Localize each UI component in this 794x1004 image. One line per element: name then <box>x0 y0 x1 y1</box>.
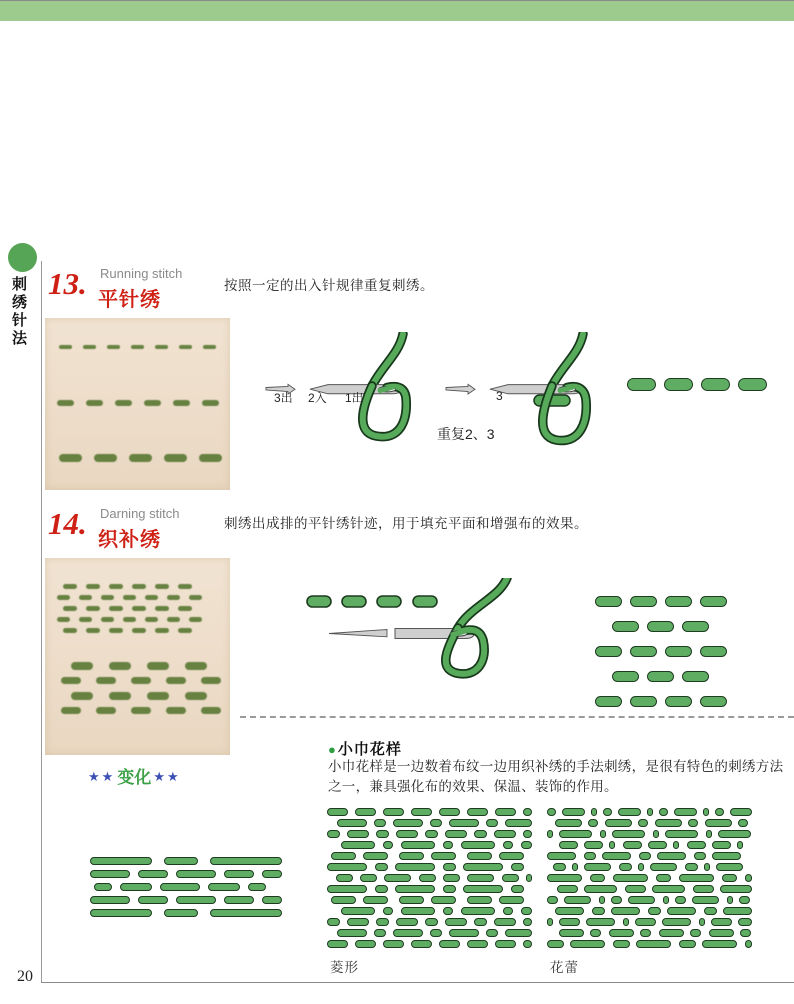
label-3-out: 3出 <box>274 391 293 405</box>
stitch-dash <box>341 841 375 849</box>
stitch-dash <box>443 863 456 871</box>
stitch-dash <box>467 808 488 816</box>
stitch-dash <box>393 819 423 827</box>
variation-label: 变化 <box>117 768 152 787</box>
stitch-dash <box>494 918 516 926</box>
stitch-dash <box>639 852 651 860</box>
stitch-dash <box>431 896 456 904</box>
stitch-dash <box>445 830 467 838</box>
stitch-dash <box>355 808 376 816</box>
stitch-dash <box>718 830 751 838</box>
stitch-dash <box>327 808 348 816</box>
stitch-dash <box>592 907 605 915</box>
stitch-dash <box>559 929 584 937</box>
stitch-dash <box>375 863 388 871</box>
footer-rule <box>41 982 794 983</box>
stitch-dash <box>555 819 582 827</box>
stitch-dash <box>727 896 733 904</box>
stitch-dash <box>572 863 578 871</box>
stitch-dash <box>505 929 532 937</box>
stitch-dash <box>619 863 632 871</box>
stitch-dash <box>461 841 495 849</box>
stitch-dash <box>376 918 389 926</box>
stitch-dash <box>611 907 640 915</box>
dashed-separator <box>240 716 794 718</box>
photo-darning-stitch <box>45 558 230 755</box>
stitch-dash <box>439 808 460 816</box>
stitch-dash <box>584 841 603 849</box>
stitch-dash <box>659 808 668 816</box>
stitch-dash <box>613 940 630 948</box>
stitch-dash <box>523 830 532 838</box>
stitch-dash <box>699 918 705 926</box>
stitch-dash <box>401 841 435 849</box>
stitch-dash <box>700 696 727 707</box>
stitch-dash <box>396 918 418 926</box>
stitch-dash <box>745 874 752 882</box>
stitch-dash <box>395 885 435 893</box>
stitch-dash <box>327 940 348 948</box>
stitch-dash <box>647 671 674 682</box>
stitch-dash <box>623 841 642 849</box>
stitch-dash <box>138 896 168 904</box>
stitch-dash <box>628 896 655 904</box>
stitch-dash <box>327 863 367 871</box>
section14-description: 刺绣出成排的平针绣针迹，用于填充平面和增强布的效果。 <box>224 516 588 531</box>
stitch-dash <box>327 830 340 838</box>
stitch-dash <box>425 830 438 838</box>
stitch-dash <box>674 808 697 816</box>
stitch-dash <box>138 870 168 878</box>
stitch-dash <box>650 863 677 871</box>
stitch-dash <box>559 830 592 838</box>
stitch-dash <box>411 808 432 816</box>
stitch-dash <box>90 909 152 917</box>
stitch-dash <box>419 874 436 882</box>
stitch-dash <box>692 896 719 904</box>
stitch-dash <box>164 909 198 917</box>
stitch-dash <box>547 896 558 904</box>
stitch-dash <box>393 929 423 937</box>
stitch-dash <box>656 874 671 882</box>
stitch-dash <box>523 940 532 948</box>
stitch-dash <box>526 874 532 882</box>
stitch-row <box>307 596 437 607</box>
stitch-dash <box>630 696 657 707</box>
stitch-dash <box>602 852 631 860</box>
stitch-dash <box>90 870 130 878</box>
stitch-dash <box>337 819 367 827</box>
kogin-body: 小巾花样是一边数着布纹一边用织补绣的手法刺绣，是很有特色的刺绣方法之一，兼具强化布的效果、保温、装饰的作用。 <box>328 759 784 794</box>
stitch-dash <box>590 929 601 937</box>
stitch-dash <box>630 596 657 607</box>
stitch-dash <box>224 870 254 878</box>
stitch-dash <box>600 830 606 838</box>
stitch-dash <box>331 852 356 860</box>
sidebar-chapter-label: 刺绣针法 <box>10 276 27 348</box>
stitch-dash <box>160 883 200 891</box>
stitch-dash <box>690 929 701 937</box>
stitch-dash <box>474 918 487 926</box>
stitch-dash <box>467 852 492 860</box>
star-icons-right: ★★ <box>153 769 181 784</box>
stitch-dash <box>463 863 503 871</box>
stitch-dash <box>164 857 198 865</box>
stitch-dash <box>636 940 671 948</box>
stitch-dash <box>682 621 709 632</box>
stitch-dash <box>720 885 752 893</box>
stitch-dash <box>665 696 692 707</box>
stitch-dash <box>347 918 369 926</box>
top-green-band <box>0 0 794 21</box>
stitch-dash <box>360 874 377 882</box>
stitch-dash <box>705 819 732 827</box>
stitch-dash <box>347 830 369 838</box>
stitch-dash <box>599 896 605 904</box>
stitch-dash <box>521 841 532 849</box>
stitch-dash <box>640 929 651 937</box>
stitch-dash <box>682 671 709 682</box>
stitch-dash <box>363 896 388 904</box>
stitch-dash <box>383 907 393 915</box>
stitch-dash <box>559 918 580 926</box>
stitch-dash <box>411 940 432 948</box>
stitch-dash <box>584 863 611 871</box>
stitch-dash <box>630 646 657 657</box>
stitch-dash <box>327 885 367 893</box>
stitch-dash <box>396 830 418 838</box>
stitch-dash <box>395 863 435 871</box>
stitch-dash <box>337 929 367 937</box>
stitch-dash <box>262 870 282 878</box>
stitch-dash <box>384 874 411 882</box>
star-icons-left: ★★ <box>88 769 116 784</box>
stitch-dash <box>461 907 495 915</box>
stitch-dash <box>336 874 353 882</box>
stitch-dash <box>623 918 629 926</box>
stitch-dash <box>210 857 282 865</box>
pattern-label-bud: 花蕾 <box>550 960 579 975</box>
stitch-dash <box>659 929 684 937</box>
section13-title: 平针绣 <box>98 289 161 311</box>
stitch-dash <box>665 646 692 657</box>
stitch-dash <box>547 852 576 860</box>
stitch-dash <box>679 940 696 948</box>
stitch-dash <box>665 830 698 838</box>
stitch-dash <box>609 929 634 937</box>
stitch-dash <box>449 819 479 827</box>
stitch-dash <box>584 885 617 893</box>
stitch-dash <box>430 929 442 937</box>
stitch-dash <box>711 918 732 926</box>
stitch-dash <box>495 940 516 948</box>
stitch-dash <box>224 896 254 904</box>
stitch-dash <box>667 907 696 915</box>
page-number: 20 <box>17 968 33 985</box>
stitch-dash <box>702 940 737 948</box>
stitch-dash <box>486 819 498 827</box>
stitch-dash <box>638 819 648 827</box>
stitch-dash <box>657 852 686 860</box>
stitch-dash <box>662 918 691 926</box>
stitch-dash <box>443 907 453 915</box>
stitch-dash <box>547 940 564 948</box>
stitch-dash <box>635 918 656 926</box>
stitch-dash <box>712 852 741 860</box>
stitch-dash <box>547 830 553 838</box>
pattern-label-diamond: 菱形 <box>330 960 359 975</box>
stitch-dash <box>176 870 216 878</box>
stitch-dash <box>383 808 404 816</box>
section14-title: 织补绣 <box>98 529 161 551</box>
stitch-dash <box>374 819 386 827</box>
photo-running-stitch <box>45 318 230 490</box>
stitch-dash <box>737 841 743 849</box>
section13-subtitle-en: Running stitch <box>100 266 183 281</box>
stitch-dash <box>499 852 524 860</box>
stitch-dash <box>638 863 644 871</box>
stitch-dash <box>375 885 388 893</box>
stitch-dash <box>611 896 622 904</box>
stitch-dash <box>443 874 460 882</box>
stitch-dash <box>703 808 709 816</box>
stitch-dash <box>120 883 152 891</box>
stitch-dash <box>511 863 524 871</box>
stitch-dash <box>248 883 266 891</box>
stitch-dash <box>445 918 467 926</box>
stitch-dash <box>559 841 578 849</box>
stitch-dash <box>570 940 605 948</box>
kogin-heading <box>328 738 402 759</box>
stitch-dash <box>709 929 734 937</box>
stitch-dash <box>673 841 679 849</box>
stitch-dash <box>383 940 404 948</box>
stitch-dash <box>665 596 692 607</box>
stitch-dash <box>739 896 750 904</box>
stitch-dash <box>716 863 743 871</box>
stitch-dash <box>704 863 710 871</box>
stitch-dash <box>712 841 731 849</box>
stitch-dash <box>90 896 130 904</box>
stitch-dash <box>679 874 714 882</box>
stitch-dash <box>523 918 532 926</box>
stitch-dash <box>495 808 516 816</box>
stitch-dash <box>675 896 686 904</box>
stitch-dash <box>331 896 356 904</box>
stitch-dash <box>94 883 112 891</box>
stitch-dash <box>693 885 714 893</box>
stitch-dash <box>499 896 524 904</box>
stitch-dash <box>262 896 282 904</box>
stitch-dash <box>327 918 340 926</box>
label-1-out: 1出 <box>345 391 364 405</box>
stitch-dash <box>486 929 498 937</box>
kogin-title: 小巾花样 <box>337 741 402 758</box>
stitch-dash <box>595 646 622 657</box>
stitch-dash <box>383 841 393 849</box>
stitch-dash <box>431 852 456 860</box>
stitch-dash <box>685 863 698 871</box>
stitch-dash <box>653 830 659 838</box>
stitch-dash <box>663 896 669 904</box>
stitch-dash <box>341 907 375 915</box>
stitch-dash <box>590 874 605 882</box>
section13-number: 13. <box>48 266 87 301</box>
stitch-dash <box>647 621 674 632</box>
stitch-dash <box>439 940 460 948</box>
needle-tip-icon <box>446 384 475 394</box>
stitch-dash <box>430 819 442 827</box>
header-rule <box>0 0 794 1</box>
chapter-dot <box>8 243 37 272</box>
stitch-dash <box>355 940 376 948</box>
stitch-dash <box>595 696 622 707</box>
stitch-dash <box>449 929 479 937</box>
stitch-dash <box>722 874 737 882</box>
stitch-dash <box>494 830 516 838</box>
stitch-dash <box>502 874 519 882</box>
stitch-dash <box>374 929 386 937</box>
stitch-dash <box>588 819 598 827</box>
stitch-dash <box>90 857 152 865</box>
stitch-dash <box>503 907 513 915</box>
stitch-dash <box>655 819 682 827</box>
stitch-dash <box>467 896 492 904</box>
stitch-dash <box>700 646 727 657</box>
stitch-dash <box>740 929 751 937</box>
stitch-dash <box>363 852 388 860</box>
stitch-dash <box>706 830 712 838</box>
stitch-dash <box>176 896 216 904</box>
stitch-dash <box>547 918 553 926</box>
stitch-dash <box>467 940 488 948</box>
stitch-dash <box>521 907 532 915</box>
stitch-dash <box>474 830 487 838</box>
stitch-dash <box>463 885 503 893</box>
stitch-dash <box>612 621 639 632</box>
stitch-dash <box>547 808 556 816</box>
stitch-dash <box>443 841 453 849</box>
stitch-dash <box>603 808 612 816</box>
stitch-dash <box>609 841 615 849</box>
stitch-dash <box>547 874 582 882</box>
stitch-dash <box>505 819 532 827</box>
stitch-dash <box>715 808 724 816</box>
repeat-note: 重复2、3 <box>437 426 495 442</box>
stitch-dash <box>443 885 456 893</box>
stitch-dash <box>664 378 693 391</box>
stitch-dash <box>730 808 752 816</box>
stitch-dash <box>648 907 661 915</box>
stitch-dash <box>612 830 645 838</box>
left-vertical-rule <box>41 261 42 983</box>
stitch-dash <box>376 830 389 838</box>
stitch-dash <box>208 883 240 891</box>
section14-number: 14. <box>48 506 87 541</box>
stitch-dash <box>738 378 767 391</box>
label-2-in: 2入 <box>308 391 327 405</box>
stitch-dash <box>210 909 282 917</box>
stitch-dash <box>503 841 513 849</box>
stitch-dash <box>647 808 653 816</box>
stitch-dash <box>605 819 632 827</box>
stitch-dash <box>401 907 435 915</box>
stitch-dash <box>399 852 424 860</box>
stitch-dash <box>562 808 585 816</box>
stitch-dash <box>564 896 591 904</box>
label-3: 3 <box>496 389 503 403</box>
stitch-dash <box>625 885 646 893</box>
stitch-dash <box>694 852 706 860</box>
stitch-dash <box>700 596 727 607</box>
stitch-dash <box>688 819 698 827</box>
stitch-dash <box>704 907 717 915</box>
stitch-dash <box>557 885 578 893</box>
variation-heading <box>88 763 181 788</box>
stitch-dash <box>687 841 706 849</box>
stitch-dash <box>613 874 648 882</box>
stitch-dash <box>723 907 752 915</box>
stitch-dash <box>701 378 730 391</box>
darning-needle-diagram <box>295 578 525 683</box>
stitch-dash <box>467 874 494 882</box>
stitch-dash <box>595 596 622 607</box>
stitch-dash <box>738 819 748 827</box>
stitch-dash <box>511 885 524 893</box>
stitch-dash <box>555 907 584 915</box>
section14-subtitle-en: Darning stitch <box>100 506 180 521</box>
stitch-dash <box>612 671 639 682</box>
stitch-dash <box>399 896 424 904</box>
stitch-dash <box>425 918 438 926</box>
stitch-dash <box>591 808 597 816</box>
needle-tip-icon <box>329 630 387 637</box>
stitch-dash <box>652 885 685 893</box>
stitch-dash <box>584 852 596 860</box>
stitch-dash <box>523 808 532 816</box>
stitch-dash <box>745 940 752 948</box>
stitch-dash <box>553 863 566 871</box>
stitch-dash <box>648 841 667 849</box>
stitch-dash <box>618 808 641 816</box>
stitch-dash <box>586 918 615 926</box>
bullet-icon: ● <box>328 742 336 757</box>
stitch-dash <box>738 918 752 926</box>
section13-description: 按照一定的出入针规律重复刺绣。 <box>224 278 434 293</box>
